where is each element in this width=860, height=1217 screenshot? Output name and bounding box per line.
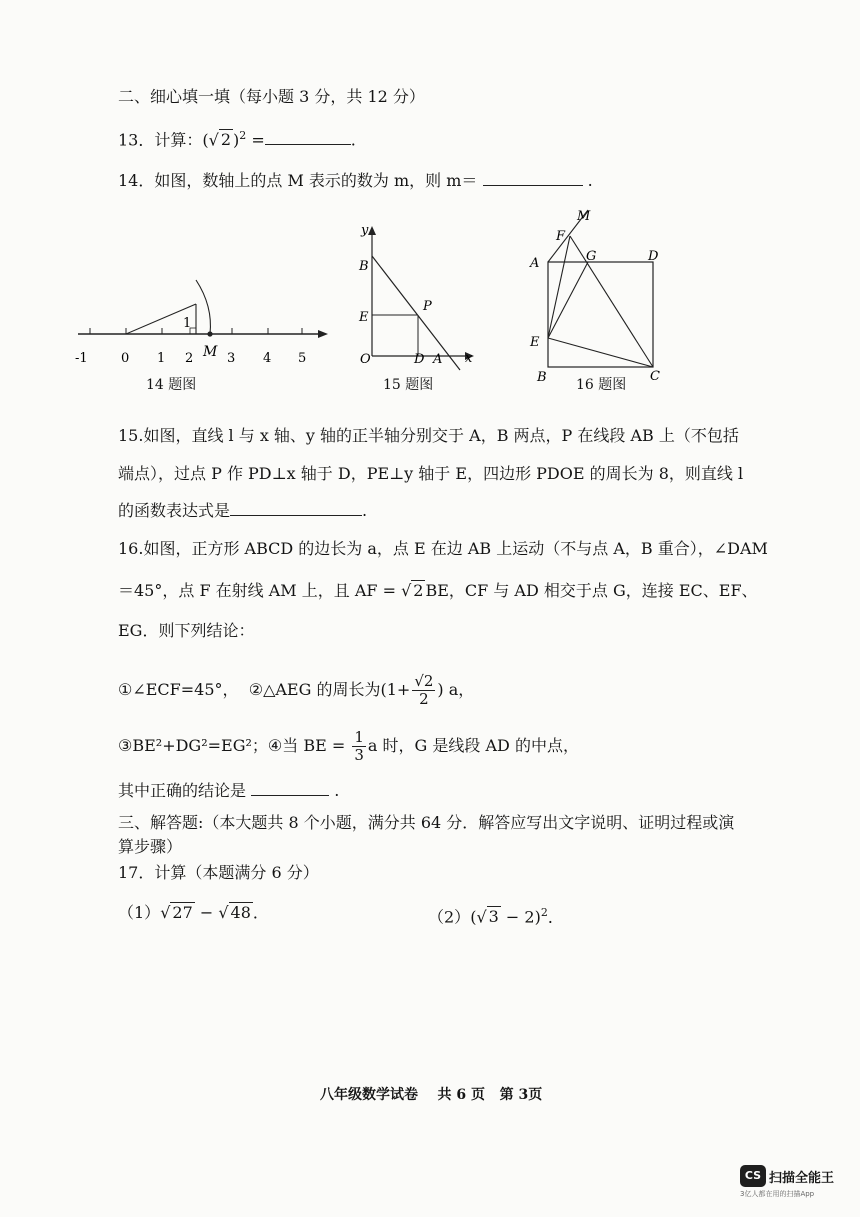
fig16-label-c: C — [650, 369, 660, 384]
fig14-tick-label: 3 — [227, 351, 236, 366]
fig14-tick-label: 4 — [263, 351, 272, 366]
conclusion-3-number: ③ — [118, 736, 133, 755]
fig15-label-d: D — [414, 352, 425, 367]
figure-14-caption: 14 题图 — [146, 377, 197, 393]
fig15-label-p: P — [423, 299, 432, 314]
q17-part-1: （1）√ 27 − √ 48 ． — [118, 903, 269, 922]
fig15-label-e: E — [359, 310, 369, 325]
fig16-label-f: F — [556, 229, 566, 244]
watermark-tagline: 3亿人都在用的扫描App — [740, 1190, 815, 1198]
q13-radicand: 2 — [220, 130, 232, 150]
conclusion-2-number: ② — [248, 680, 264, 699]
q16-answer-blank — [251, 781, 329, 796]
page-footer: 八年级数学试卷 共 6 页 第 3页 — [320, 1087, 543, 1103]
fig14-tick-label: 2 — [185, 351, 194, 366]
question-15-line-1: 15.如图，直线 l 与 x 轴、y 轴的正半轴分别交于 A，B 两点，P 在线段 AB 上（不包括 — [118, 426, 739, 445]
question-14: 14．如图，数轴上的点 M 表示的数为 m，则 m＝ . — [118, 171, 593, 190]
q16-conclusion-prompt: 其中正确的结论是 . — [118, 781, 340, 800]
fig15-label-a: A — [433, 352, 443, 367]
fig14-tick-label: 0 — [121, 351, 130, 366]
fig16-label-m: M — [577, 209, 591, 224]
section-2-heading: 二、细心填一填（每小题 3 分，共 12 分） — [118, 87, 425, 106]
fig16-label-e: E — [530, 335, 540, 350]
fig14-label-one: 1 — [183, 316, 192, 331]
fraction-sqrt2-over-2: $\frac{√2}{2}$ — [414, 672, 434, 708]
fig14-tick-label: 1 — [157, 351, 166, 366]
q15-answer-blank — [230, 501, 362, 516]
q14-answer-blank — [483, 171, 583, 186]
fig14-tick-label: 5 — [298, 351, 307, 366]
question-15-line-3: 的函数表达式是 . — [118, 501, 368, 520]
watermark-name: 扫描全能王 — [769, 1170, 835, 1186]
fraction-one-third: $\frac{1}{3}$ — [354, 728, 364, 764]
figure-16-caption: 16 题图 — [576, 377, 627, 393]
conclusion-4-number: ④ — [267, 736, 283, 755]
q13-prefix: 13．计算： — [118, 130, 203, 150]
fig15-label-b: B — [359, 259, 369, 274]
figure-16-square — [520, 200, 670, 390]
q16-conclusions-3-4: ③BE²+DG²=EG²；④当 BE = $\frac{1}{3}$ a 时，G 是线段 AD 的中点， — [118, 728, 579, 764]
question-16-line-3: EG．则下列结论： — [118, 621, 255, 640]
q13-answer-blank — [265, 130, 351, 145]
fig14-tick-label: -1 — [75, 351, 88, 366]
point-m-dot — [207, 331, 212, 336]
fig16-label-g: G — [586, 249, 597, 264]
question-13: 13．计算：(√ 2 )$^2$ = . — [118, 129, 356, 150]
fig15-label-x: x — [465, 351, 473, 366]
fig14-label-m: M — [203, 344, 218, 360]
question-17-heading: 17．计算（本题满分 6 分） — [118, 863, 319, 882]
fig15-label-o: O — [360, 352, 371, 367]
section-3-heading-line-1: 三、解答题:（本大题共 8 个小题，满分共 64 分．解答应写出文字说明、证明过程或演 — [118, 813, 735, 832]
question-16-line-1: 16.如图，正方形 ABCD 的边长为 a，点 E 在边 AB 上运动（不与点 A，B 重合），∠DAM — [118, 539, 768, 558]
section-3-heading-line-2: 算步骤） — [118, 837, 183, 856]
fig16-label-b: B — [537, 370, 547, 385]
q17-part-2: （2）(√ 3 − 2)$^2$． — [428, 906, 564, 927]
fig16-label-d: D — [648, 249, 659, 264]
cs-logo-icon: CS — [740, 1165, 766, 1187]
figure-15-graph — [352, 220, 482, 375]
fig16-label-a: A — [530, 256, 540, 271]
figure-14-number-line — [70, 270, 340, 370]
figure-15-caption: 15 题图 — [383, 377, 434, 393]
fig15-label-y: y — [361, 223, 369, 238]
question-15-line-2: 端点），过点 P 作 PD⊥x 轴于 D，PE⊥y 轴于 E，四边形 PDOE 的周长为 8，则直线 l — [118, 464, 744, 483]
question-16-line-2: ＝45°，点 F 在射线 AM 上，且 AF = √ 2 BE，CF 与 AD 相交于点 G，连接 EC、EF、 — [118, 581, 758, 600]
q14-text: 14．如图，数轴上的点 M 表示的数为 m，则 m＝ — [118, 171, 478, 190]
q16-conclusions-1-2: ①∠ECF=45°， ②△AEG 的周长为(1+ $\frac{√2}{2}$ ) a， — [118, 672, 475, 708]
scanner-watermark — [740, 1165, 850, 1199]
conclusion-1-number: ① — [118, 680, 133, 699]
